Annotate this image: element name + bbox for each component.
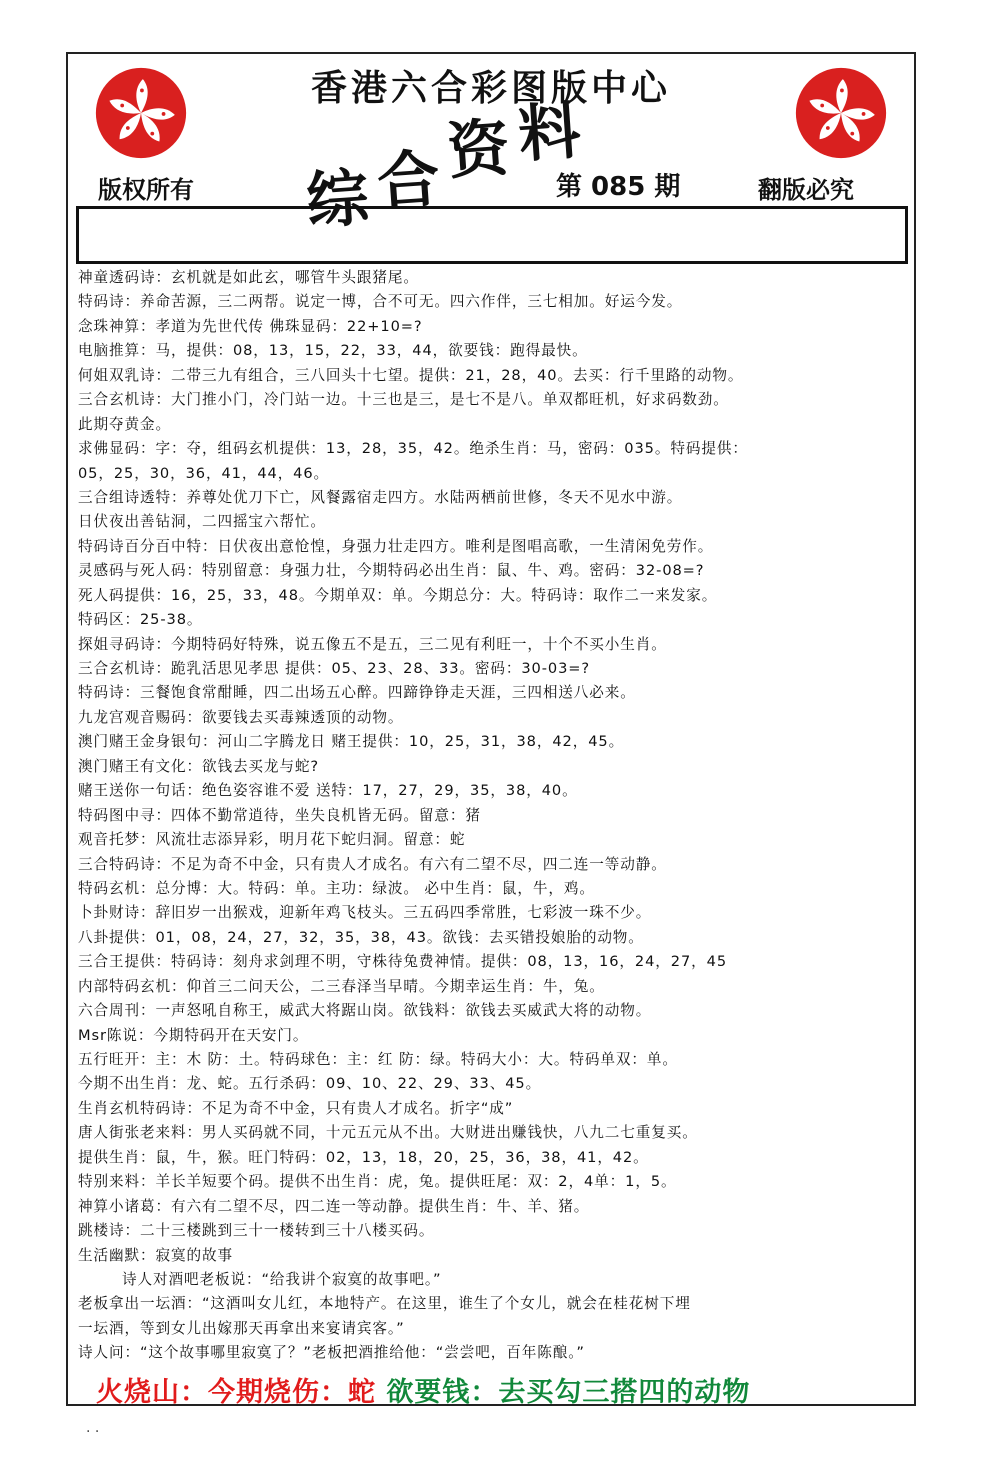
content-line: 三合组诗透特：养尊处优刀下亡，风餐露宿走四方。水陆两栖前世修，冬天不见水中游。 <box>78 488 683 506</box>
content-line: 八卦提供：01，08，24，27，32，35，38，43。欲钱：去买错投娘胎的动物。 <box>78 928 644 946</box>
poster-frame <box>66 52 916 1406</box>
content-line: 卜卦财诗：辞旧岁一出猴戏，迎新年鸡飞枝头。三五码四季常胜，七彩波一珠不少。 <box>78 904 652 922</box>
content-line: 三合特码诗：不足为奇不中金，只有贵人才成名。有六有二望不尽，四二连一等动静。 <box>78 855 667 873</box>
content-line: 澳门赌王有文化：欲钱去买龙与蛇? <box>78 757 320 775</box>
content-line: 九龙宫观音赐码：欲要钱去买毒辣透顶的动物。 <box>78 708 404 726</box>
content-line: 念珠神算：孝道为先世代传 佛珠显码：22+10=? <box>78 317 423 335</box>
content-line: 澳门赌王金身银句：河山二字腾龙日 赌王提供：10，25，31，38，42，45。 <box>78 733 625 751</box>
footer-green-text: 欲要钱：去买勾三搭四的动物 <box>386 1377 751 1408</box>
content-line: 神童透码诗：玄机就是如此玄，哪管牛头跟猪尾。 <box>78 269 419 286</box>
content-line: 何姐双乳诗：二带三九有组合，三八回头十七望。提供：21，28，40。去买：行千里路的动物。 <box>78 366 744 384</box>
content-line: 特码区：25-38。 <box>78 611 203 629</box>
content-line: 三合玄机诗：跪乳活思见孝思 提供：05、23、28、33。密码：30-03=? <box>78 660 591 677</box>
content-line: 灵感码与死人码：特别留意：身强力壮，今期特码必出生肖：鼠、牛、鸡。密码：32-08=? <box>78 562 705 580</box>
content-line: Msr陈说：今期特码开在天安门。 <box>78 1026 309 1044</box>
content-line: 今期不出生肖：龙、蛇。五行杀码：09、10、22、29、33、45。 <box>78 1075 542 1093</box>
footer-banner <box>96 1370 896 1409</box>
corner-marks: . . <box>86 1420 100 1436</box>
big-title-char: 综 <box>304 160 382 238</box>
content-line: 六合周刊：一声怒吼自称王，威武大将踞山岗。欲钱料：欲钱去买威武大将的动物。 <box>78 1002 652 1020</box>
big-title-char: 合 <box>374 141 452 219</box>
content-line: 此期夺黄金。 <box>78 415 171 433</box>
big-title-char: 资 <box>444 110 522 188</box>
content-line: 五行旺开：主：木 防：土。特码球色：主：红 防：绿。特码大小：大。特码单双：单。 <box>78 1051 678 1068</box>
big-title <box>301 93 595 238</box>
content-line: 特码诗：三餐饱食常酣睡，四二出场五心醉。四蹄铮铮走天涯，三四相送八必来。 <box>78 684 636 702</box>
content-line: 三合王提供：特码诗：刻舟求剑理不明，守株待兔费神情。提供：08，13，16，24，27，45 <box>78 953 728 971</box>
content-line: 生肖玄机特码诗：不足为奇不中金，只有贵人才成名。折字“成” <box>78 1099 514 1117</box>
content-line: 赌王送你一句话：绝色姿容谁不爱 送特：17，27，29，35，38，40。 <box>78 782 578 800</box>
big-title-char: 料 <box>516 93 593 171</box>
content-line: 一坛酒，等到女儿出嫁那天再拿出来宴请宾客。” <box>78 1319 405 1337</box>
piracy-caption: 翻版必究 <box>758 176 854 204</box>
content-line: 三合玄机诗：大门推小门，冷门站一边。十三也是三，是七不是八。单双都旺机，好求码数劲。 <box>78 391 729 409</box>
content-line: 探姐寻码诗：今期特码好特殊，说五像五不是五，三二见有利旺一，十个不买小生肖。 <box>78 635 667 653</box>
content-line: 生活幽默：寂寞的故事 <box>78 1246 233 1264</box>
content-line: 诗人问：“这个故事哪里寂寞了？”老板把酒推给他：“尝尝吧，百年陈酿。” <box>78 1344 585 1362</box>
content-line: 诗人对酒吧老板说：“给我讲个寂寞的故事吧。” <box>122 1270 442 1288</box>
content-line: 内部特码玄机：仰首三二问天公，二三春泽当早晴。今期幸运生肖：牛，兔。 <box>78 977 605 995</box>
content-line: 唐人街张老来料：男人买码就不同，十元五元从不出。大财进出赚钱快，八九二七重复买。 <box>78 1124 698 1142</box>
footer-red-text: 火烧山：今期烧伤：蛇 <box>96 1377 376 1408</box>
content-line: 特码图中寻：四体不勤常逍待，坐失良机皆无码。留意：猪 <box>78 806 481 824</box>
content-line: 神算小诸葛：有六有二望不尽，四二连一等动静。提供生肖：牛、羊、猪。 <box>78 1197 590 1215</box>
content-line: 提供生肖：鼠，牛，猴。旺门特码：02，13，18，20，25，36，38，41，42。 <box>78 1148 649 1166</box>
issue-number: 第 085 期 <box>556 172 681 202</box>
content-line: 特码诗：养命苦源，三二两帮。说定一博，合不可无。四六作伴，三七相加。好运今发。 <box>78 293 683 311</box>
content-line: 特码玄机：总分博：大。特码：单。主功：绿波。 必中生肖：鼠，牛，鸡。 <box>78 879 595 897</box>
poster-header <box>68 54 914 238</box>
content-line: 日伏夜出善钻洞，二四摇宝六帮忙。 <box>78 513 326 531</box>
content-list <box>78 266 910 1366</box>
content-line: 求佛显码：字：夺，组码玄机提供：13，28，35，42。绝杀生肖：马，密码：035。特码提供： <box>78 440 748 458</box>
content-line: 电脑推算：马，提供：08，13，15，22，33，44，欲要钱：跑得最快。 <box>78 342 588 360</box>
content-line: 老板拿出一坛酒：“这酒叫女儿红，本地特产。在这里，谁生了个女儿，就会在桂花树下埋 <box>78 1295 691 1313</box>
content-line: 跳楼诗：二十三楼跳到三十一楼转到三十八楼买码。 <box>78 1222 435 1240</box>
content-line: 特码诗百分百中特：日伏夜出意怆惶，身强力壮走四方。唯利是图唱高歌，一生清闲免劳作。 <box>78 537 714 555</box>
site-title: 香港六合彩图版中心 <box>310 67 671 109</box>
content-line: 观音托梦：风流壮志添异彩，明月花下蛇归洞。留意：蛇 <box>78 831 466 849</box>
content-line: 05，25，30，36，41，44，46。 <box>78 464 330 482</box>
copyright-caption: 版权所有 <box>98 176 194 204</box>
blank-notice-box <box>76 206 908 264</box>
content-line: 特别来料：羊长羊短要个码。提供不出生肖：虎，兔。提供旺尾：双：2，4单：1，5。 <box>78 1173 677 1191</box>
content-line: 死人码提供：16，25，33，48。今期单双：单。今期总分：大。特码诗：取作二一来发家。 <box>78 586 718 604</box>
